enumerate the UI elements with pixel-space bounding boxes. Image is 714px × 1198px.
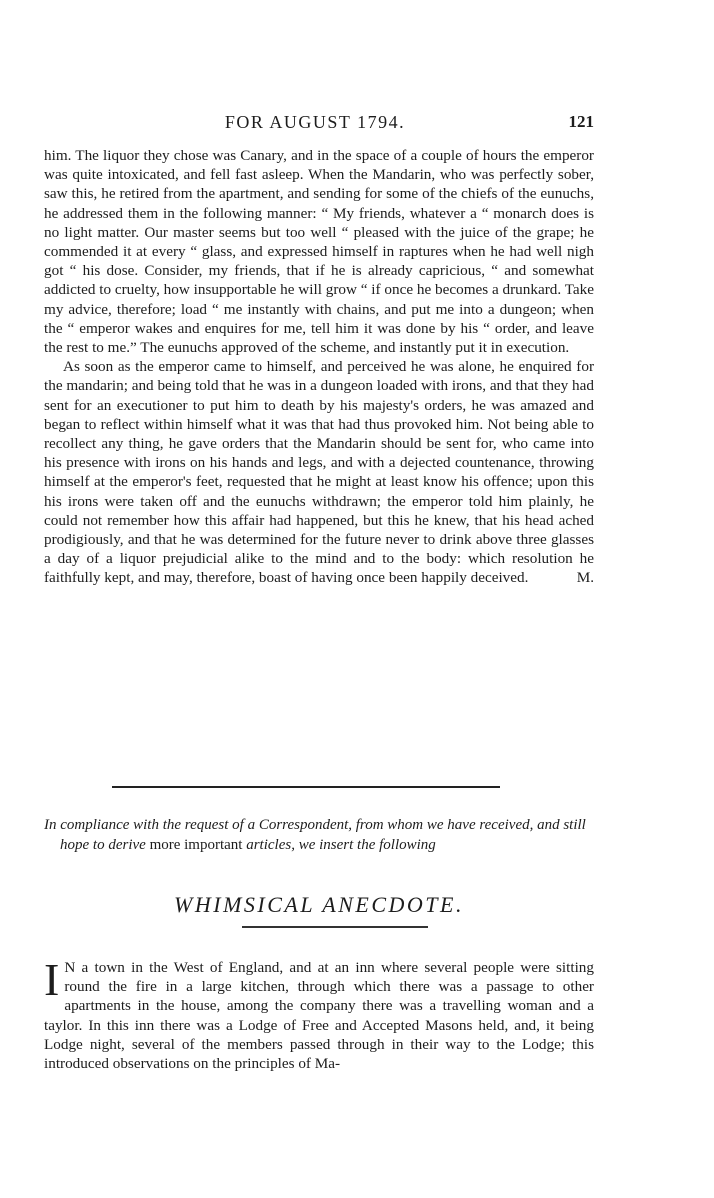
article-paragraph-1: him. The liquor they chose was Canary, and in the space of a couple of hours the emperor was quite intoxicated, and fell fast asleep. When the Mandarin, who was perfectly sober, saw this, he retired from the apartment, and sending for some of the chiefs of the eunuchs, he addressed them in the following manner: “ My friends, whatever a “ monarch does is no light matter. Our master seems but too well “ pleased with the juice of the grape; he commended it at every “ glass, and expressed himself in raptures when he had well nigh got “ his dose. Consider, my friends, that if he is already capricious, “ and somewhat addicted to cruelty, how insupportable he will grow “ if once he becomes a drunkard. Take my advice, therefore; load “ me instantly with chains, and put me into a dungeon; when the “ emperor wakes and enquires for me, tell him it was done by his “ order, and leave the rest to me.” The eunuchs approved of the scheme, and instantly put it in execution.	[44, 147, 594, 357]
running-head: FOR AUGUST 1794.	[224, 112, 406, 132]
page-number: 121	[568, 112, 594, 131]
article-signature: M.	[576, 569, 594, 587]
editor-note-part-3: articles, we insert the following	[246, 836, 436, 853]
page-header	[44, 112, 594, 138]
title-rule	[242, 926, 428, 928]
article-paragraph-2	[44, 357, 594, 587]
anecdote-body	[44, 954, 594, 1073]
editor-note-part-1: In compliance with the request of a Correspondent, from whom we have received, and still hope to derive	[44, 817, 586, 853]
section-divider	[112, 786, 500, 788]
anecdote-title: WHIMSICAL ANECDOTE.	[174, 892, 464, 917]
article-body	[44, 146, 594, 588]
editor-note-part-2: more important	[149, 836, 247, 853]
anecdote-text: N a town in the West of England, and at an inn where several people were sitting round the fire in a large kitchen, through which there was a passage to other apartments in the house, among the company there was a travelling woman and a taylor. In this inn there was a Lodge of Free and Accepted Masons held, and, it being Lodge night, several of the members passed through in their way to the Lodge; this introduced observations on the principles of Ma-	[44, 959, 594, 1073]
editor-note	[44, 816, 594, 855]
article-paragraph-2-text: As soon as the emperor came to himself, and perceived he was alone, he enquired for the mandarin; and being told that he was in a dungeon loaded with irons, and that they had sent for an executioner to put him to death by his majesty's orders, he was amazed and began to reflect within himself what it was that had thus provoked him. Not being able to recollect any thing, he gave orders that the Mandarin should be sent for, who came into his presence with irons on his hands and legs, and with a dejected countenance, throwing himself at the emperor's feet, requested that he might at least know his offence; upon this his irons were taken off and the eunuchs withdrawn; the emperor told him plainly, he could not remember how this affair had happened, but this he knew, that his head ached prodigiously, and that he was determined for the future never to drink above three glasses a day of a liquor prejudicial alike to the mind and to the body: which resolution he faithfully kept, and may, therefore, boast of having once been happily deceived.	[44, 358, 594, 587]
drop-cap: I	[44, 954, 60, 1005]
